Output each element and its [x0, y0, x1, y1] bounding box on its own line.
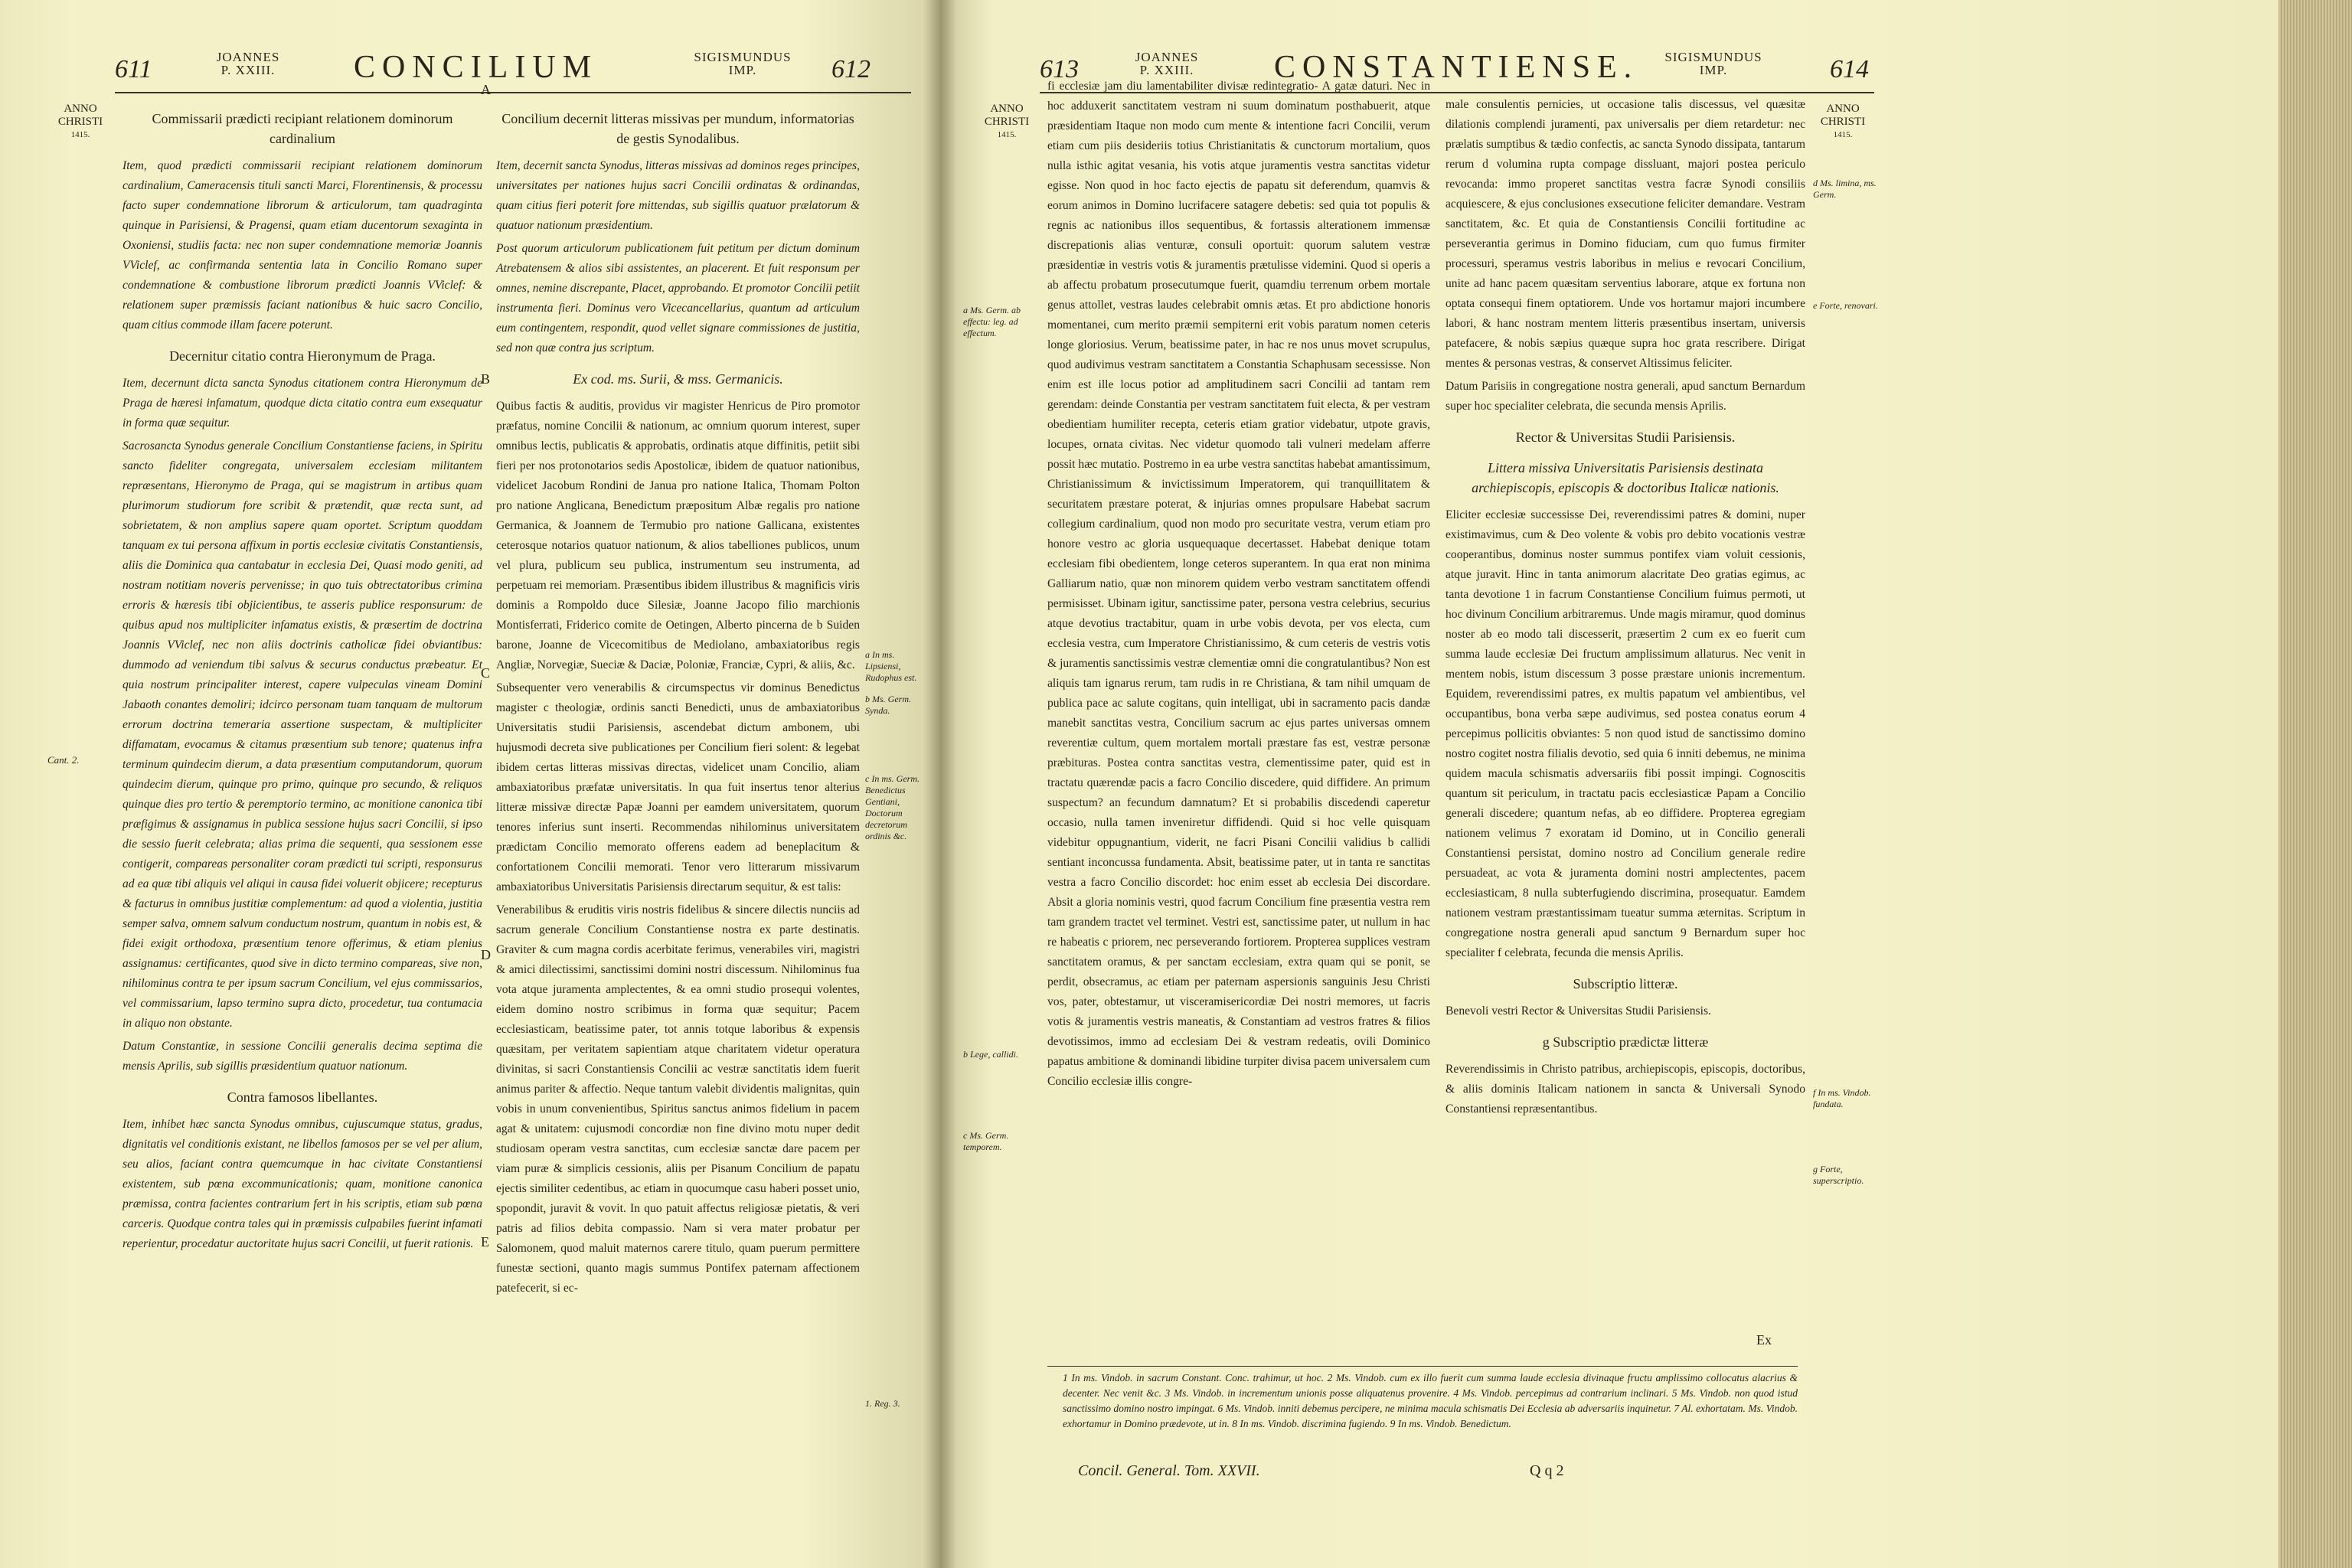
section-heading: g Subscriptio prædictæ litteræ: [1542, 1034, 1709, 1050]
left-header: [115, 49, 911, 95]
page-number: 611: [115, 55, 152, 83]
margin-note: a In ms. Lipsiensi, Rudophus est.: [865, 649, 917, 683]
running-title: CONCILIUM: [354, 50, 598, 85]
anno-label: ANNO CHRISTI: [984, 103, 1030, 128]
emperor-sub: IMP.: [728, 63, 757, 77]
section-heading: Rector & Universitas Studii Parisiensis.: [1515, 430, 1736, 445]
running-title: CONSTANTIENSE.: [1274, 50, 1639, 85]
header-rule: [115, 92, 911, 93]
left-column-1: [122, 98, 482, 1257]
paragraph: Item, inhibet hæc sancta Synodus omnibus, cujuscumque status, gradus, dignitatis vel conditionis existant, ne libellos famosos per se vel per alium, seu alios, faciant contra quemcumque in hac civitate Constantiensi existentem, sub pœna excommunicationis; quam, monitione canonica præmissa, contra facientes contrarium fert in his scriptis, etiam sub pœna carceris. Quodque contra tales qui in præmissis culpabiles fuerint infamati reperientur, procedatur auctoritate hujus sacri Concilii, ut fuerit rationis.: [122, 1118, 482, 1250]
page-number: 614: [1830, 55, 1869, 83]
margin-note: d Ms. limina, ms. Germ.: [1813, 178, 1877, 200]
anno-label: ANNO CHRISTI: [57, 103, 103, 128]
page-number: 613: [1040, 55, 1079, 83]
section-heading: Subscriptio litteræ.: [1573, 976, 1678, 991]
paragraph: Benevoli vestri Rector & Universitas Studii Parisiensis.: [1446, 1004, 1711, 1018]
book-gutter: [923, 0, 957, 1568]
section-mark-d: D: [481, 947, 491, 962]
section-mark-b: B: [481, 371, 491, 387]
paragraph: Post quorum articulorum publicationem fuit petitum per dictum dominum Atrebatensem & alios sibi assistentes, an placerent. Et fuit responsum per omnes, nemine discrepante, Placet, approbando. Et promotor Concilii petiit instrumenta fieri. Dominus vero Vicecancellarius, quantum ad articulum eum contingentem, respondit, quod vellet signare commissiones de justitia, sed non quæ contra jus scriptum.: [496, 242, 860, 354]
margin-note: a Ms. Germ. ab effectu: leg. ad effectum.: [963, 305, 1021, 338]
emperor-name: SIGISMUNDUS: [694, 50, 792, 64]
margin-note: c Ms. Germ. temporem.: [963, 1130, 1009, 1152]
section-mark-e: E: [481, 1234, 489, 1250]
section-heading: Concilium decernit litteras missivas per mundum, informatorias de gestis Synodalibus.: [501, 111, 854, 146]
pope-name: JOANNES: [216, 50, 280, 64]
emperor-heading: [681, 51, 804, 77]
margin-note: 1. Reg. 3.: [865, 1398, 900, 1409]
paragraph: fi ecclesiæ jam diu lamentabiliter divisæ redintegratio- A gatæ daturi. Nec in hoc adduxerit sanctitatem vestram ni suum dominatum posthabuerit, atque præsidentiam Itaque non modo cum mente & intentione facri Concilii, verum etiam cum piis desideriis totius Christianitatis & cunctorum mortalium, quos nulla isthic agitat vesania, his votis atque juramentis vestra sanctitas videtur egisse. Non quod in hoc facto ejectis de papatu sit deferendum, quamvis & eorum animos in Domino lucrifacere satagere debetis: sed quia tot populis & regnis ac nationibus illos sequentibus, & fortassis alterationem immensæ discrepationis alias venturæ, consuli oportuit: quorum salutem vestræ præsidentiæ in vestris votis & juramentis prætulisse videmini. Quod si operis a ab affectu probatum prosecutumque fuerit, quamdiu terrenum orbem mortale genus attollet, vestras laudes celebrabit omnis ætas. Et pro abdictione honoris momentanei, cum merito præmii sempiterni erit vobis paratum nomen ceteris longe gloriosius. Verum, beatissime pater, in hac re nos unus movet scrupulus, quod audivimus vestram sanctitatem a Constantia Schaphusam secessisse. Non enim est ille locus potior ad amplitudinem sacri Concilii ad tantam rem gerendam: deinde Constantia per vestram sanctitatem fuit electa, & per vestram obedientiam humiliter recepta, ceteris etiam gratior videbatur, utpote gravis, locupes, ornata civitas. Nec videtur quomodo tali vulneri medelam afferre possit hæc mutatio. Postremo in ea urbe vestra sanctitas habebat amantissimum, Christianissimum & invictissimum Imperatorem, qui tranquillitatem & securitatem præstare poterat, & injurias omnes propulsare Habebat sacrum collegium cardinalium, quod non modo pro securitate vestra, verum etiam pro honore vestro ac gloria usquequaque decertasset. Habebat denique totam ecclesiam fibi obedientem, longe ceteros superantem. In qua erat non minima Galliarum natio, quæ non minorem quidem verbo vestram sanctitatem offendi permisisset. Ubinam igitur, sanctissime pater, persona vestra celebrius, securius atque devotius tractabitur, quam in urbe vobis devota, per vos electa, cum ecclesia vestra, cum Imperatore Christianissimo, & cum ceteris de vestris votis & juramentis sanctissimis vestræ clementiæ omni die congratulantibus? Non est aliquis tam ignarus rerum, tam rudis in re Christiana, & tam nihil umquam de publica pace ac salute cogitans, quin intelligat, ubi in sacramento pacis dandæ manebit sanctitas vestra, Concilium sacrum ac ejus partes universas omnem reverentiæ cultum, quem mortalem mortali præstare fas est, vestræ personæ præbituras. Postea contra sanctitas vestra, clementissime pater, quid est in tractatu quærendæ pacis a facro Concilio discedere, quid diffidere. An primum suspectum? an fecundum damnatum? Et si probabilis discedendi caperetur occasio, nulla tamen inveniretur diffidendi. Quid si hoc velle quisquam videbitur oppugnantium, viderit, ne facri Pisani Concilii validius b callidi sentiant inconcussa fundamenta. Absit, beatissime pater, ut in tanta re sanctitas vestra a facro Concilio discordet: hoc enim esset ab ecclesia Dei discordare. Absit a gloria nominis vestri, quod facrum Concilium fine præsentia vestra rem tam grandem tractet vel terminet. Vestri est, sanctissime pater, ut nullum in hac re habeatis c priorem, nec perseverando fortiorem. Propterea supplices vestram sanctitatem oramus, & per sanctam ecclesiam, extra quam qui se ponit, se perdit, obsecramus, ac etiam per paternam aspersionis sanguinis Jesu Christi vos, pater, obtestamur, ut visceramisericordiæ Dei nostri memores, ut facris votis & juramentis vestris maneatis, & Constantiam ad vestros fratres & filios devotissimos, immo ad ecclesiam Dei & vestram redeatis, ovili Dominico papatus ambitione & dominandi libidine turpiter divisa pacem universalem cum Concilio ecclesiæ illis congre-: [1047, 80, 1430, 1088]
paragraph: Eliciter ecclesiæ successisse Dei, reverendissimi patres & domini, nuper existimavimus, cum & Deo volente & vobis pro debito vocationis vestræ cooperantibus, dominus noster summus pontifex viam voluit cessionis, atque juravit. Hinc in tanta animorum alacritate Deo gratias egimus, ac tanta devotione 1 in facrum Constantiense Concilium fuimus permoti, ut hoc divinum Concilium arbitraremus. Unde magis miramur, quod dominus noster ab eo modo tali discesserit, præsertim 2 cum ex eo fuerit cum summa laude ecclesiæ Dei fructum amplissimum allaturus. Nec venit in mentem nobis, istum discessum 3 posse præstare unionis incrementum. Equidem, reverendissimi patres, ex multis papatum vel ambientibus, vel occupantibus, bona verba sæpe audivimus, sed postea conatus eorum 4 percepimus pollicitis obviantes: 5 non quod istud de sanctissimo domino nostro cogitet nostra filialis devotio, sed quia 6 inniti debemus, ne minima quidem macula schismatis adversariis fibi possit impingi. Cognoscitis quantum sit periculum, in tractatu pacis ecclesiasticæ Papam a Concilio generali discedere; quantum nefas, ab eo diffidere. Propterea egregiam nationem velimus 7 exoratam id Domino, ut in Concilio generali Constantiensi persistat, domino nostro ad Concilium generale redire persuadeat, ac vota & juramenta domini nostri amplectentes, pacem ecclesiasticam, 8 nulla subterfugiendo discrimina, prosequatur. Eamdem nationem vestram præstantissimam tueatur summa æternitas. Scriptum in congregatione nostra generali apud sanctum 9 Bernardum super hoc specialiter f celebrata, fecunda die mensis Aprilis.: [1446, 508, 1805, 959]
emperor-name: SIGISMUNDUS: [1664, 50, 1762, 64]
anno-year: 1415.: [70, 130, 90, 139]
footnotes: 1 In ms. Vindob. in sacrum Constant. Conc. trahimur, ut hoc. 2 Ms. Vindob. cum ex illo fuerit cum summa laude ecclesia divinaque fructu amplissimo collocatus alacrius & decenter. Nec venit &c. 3 Ms. Vindob. in incrementum unionis posse aliquatenus provenire. 4 Ms. Vindob. percepimus ad contrarium inclinari. 5 Ms. Vindob. non quod istud sanctissimo domino nostro impingat. 6 Ms. Vindob. inniti debemus percipere, ne minima macula schismatis Dei Ecclesia ab adversariis inquinetur. 7 Al. exhortatam. Ms. Vindob. exhortamur in Domino prædevote, ut in. 8 In ms. Vindob. discrimina fugiendo. 9 In ms. Vindob. Benedictum.: [1063, 1372, 1798, 1429]
margin-note: e Forte, renovari.: [1813, 300, 1878, 311]
section-heading: Contra famosos libellantes.: [227, 1089, 378, 1105]
anno-christi-right: [1811, 103, 1874, 142]
pope-heading: [1113, 51, 1220, 77]
paragraph: Item, quod prædicti commissarii recipiant relationem dominorum cardinalium, Cameracensis tituli sancti Marci, Florentinensis, & processu facto super condemnatione librorum & articulorum, tam quadraginta quinque in Parisiensi, & Pragensi, quam etiam ducentorum sexaginta in Oxoniensi, studiis facta: nec non super condemnatione memoriæ Joannis VViclef, ac confirmanda sententia lata in Concilio Romano super condemnatione & combustione librorum prædicti Joannis VViclef: & relationem super præmissis faciant nationibus & huic sacro Concilio, quam citius commode illam facere poterunt.: [122, 159, 482, 332]
section-heading: Decernitur citatio contra Hieronymum de Praga.: [169, 348, 436, 364]
paragraph: male consulentis pernicies, ut occasione talis discessus, vel quæsitæ dilationis complendi juramenti, pax universalis per diem retardetur: nec prælatis sumptibus & tædio confectis, ac sancta Synodo dissipata, tantarum rerum d volumina rupta compage dissluant, majori postea periculo revocanda: immo properet sanctitas vestra facræ Synodi consiliis acquiescere, & ejus conclusiones exsecutione feliciter demandare. Vestram sanctitatem, &c. Et quia de Constantiensis Concilii fortitudine ac perseverantia gerimus in Domino fiduciam, cum quo fumus firmiter processuri, speramus vestris laboribus in melius e revocari Concilium, unite ad hanc pacem quæsitam serventius laborare, atque ex fortuna non optata consequi finem optatiorem. Unde vos hortamur majori incumbere labori, & hanc nostram mentem litteris præsentibus insertam, universis patefacere, & nobis sæpius quæque supra hoc grata rescribere. Dirigat mentes & personas vestras, & conservet Altissimus feliciter.: [1446, 98, 1805, 370]
right-page: [940, 0, 2278, 1568]
footnote-rule: [1047, 1366, 1798, 1367]
left-column-2: [496, 98, 860, 1302]
page-number: 612: [831, 55, 871, 83]
margin-note: b Lege, callidi.: [963, 1049, 1018, 1060]
paragraph: Subsequenter vero venerabilis & circumspectus vir dominus Benedictus magister c theologiæ, ordinis sancti Benedicti, unus de ambaxiatoribus Universitatis studii Parisiensis, ascendebat dictum ambonem, ubi hujusmodi decreta sive publicationes per Concilium fieri solent: & legebat ibidem certas litteras missivas directas, videlicet unam Concilio, aliam ambaxiatoribus præfatæ universitatis. In qua fuit insertus tenor alterius litteræ missivæ directæ Papæ Joanni per eamdem universitatem, quorum tenores inferius sunt inserti. Recommendas nihilominus universitatem prædictam Concilio memorato offerens eadem ad beneplacitum & confortationem Concilii memorati. Tenor vero litterarum missivarum ambaxiatoribus Universitatis Parisiensis directarum sequitur, & est talis:: [496, 681, 860, 893]
section-heading: Ex cod. ms. Surii, & mss. Germanicis.: [573, 371, 783, 387]
paragraph: Datum Constantiæ, in sessione Concilii generalis decima septima die mensis Aprilis, sub sigillis præsidentium quatuor nationum.: [122, 1040, 482, 1073]
emperor-heading: [1652, 51, 1775, 77]
catchword: Ex: [1756, 1332, 1772, 1348]
anno-christi-left: [975, 103, 1038, 142]
margin-cant: Cant. 2.: [47, 754, 80, 766]
paragraph: Reverendissimis in Christo patribus, archiepiscopis, episcopis, doctoribus, & aliis dominis Italicam nationem in sancta & Universali Synodo Constantiensi repræsentantibus.: [1446, 1063, 1805, 1116]
emperor-sub: IMP.: [1699, 63, 1728, 77]
section-heading: Littera missiva Universitatis Parisiensis destinata archiepiscopis, episcopis & doctoribus Italicæ nationis.: [1472, 460, 1779, 495]
pope-sub: P. XXIII.: [220, 63, 276, 77]
section-mark-c: C: [481, 665, 491, 681]
paragraph: Sacrosancta Synodus generale Concilium Constantiense faciens, in Spiritu sancto fideliter congregata, universalem ecclesiam militantem repræsentans, Hieronymo de Praga, qui se magistrum in artibus quam plurimorum studiorum fore scribit & prætendit, quæ recta sunt, ad sobrietatem, & non amplius sapere quam oportet. Scriptum quoddam tanquam ex tui persona affixum in portis ecclesiæ civitatis Constantiensis, aliis die Dominica qua cantabatur in ecclesia Dei, Quasi modo geniti, ad nostram notitiam noveris pervenisse; in quo tuis obtrectatoribus crimina erroris & hæresis tibi objicientibus, te asseris publice responsurum: de quibus apud nos multipliciter infamatus existis, & præsertim de doctrina Joannis VViclef, nec non aliis doctrinis catholicæ fidei obviantibus: dummodo ad veniendum tibi salvus & securus conductus præbeatur. Et quia nostrum principaliter interest, capere vulpeculas vineam Domini Jabaoth conantes demoliri; idcirco personam tuam tanquam de multorum errorum doctrina temeraria assertione suspectam, & multipliciter diffamatam, evocamus & citamus præsentium sub tenore; quatenus infra terminum quindecim dierum, a data præsentium computandorum, quorum quindecim dierum, quinque pro primo, quinque pro secundo, & reliquos quinque dies pro tertio & peremptorio termino, ac monitione canonica tibi præfigimus & assignamus in publica sessione hujus sacri Concilii, si ipso die sessio fuerit celebrata; alias prima die sequenti, qua sessionem esse contigerit, compareas personaliter coram prædicti tui scripti, responsurus ad ea quæ tibi aliquis vel aliqui in causa fidei voluerit objicere; recepturus & facturus in omnibus justitiæ complementum: ad quod a violentia, justitia semper salva, omnem salvum conductum nostrum, quantum in nobis est, & fidei exigit orthodoxa, præsentium tenore offerimus, & etiam plenius assignamus: certificantes, quod sive in dicto termino compareas, sive non, nihilominus contra te per ipsum sacrum Concilium, vel ejus commissarios, vel commissarium, lapso termino supra dicto, procedetur, tua contumacia in aliquo non obstante.: [122, 439, 482, 1030]
anno-label: ANNO CHRISTI: [1820, 103, 1866, 128]
paragraph: Venerabilibus & eruditis viris nostris fidelibus & sincere dilectis nunciis ad sacrum generale Concilium Constantiense nostra ex parte destinatis. Graviter & cum magna cordis acerbitate ferimus, venerabiles viri, magistri & amici dilectissimi, sanctissimi domini nostri discessum. Nihilominus fua vota atque juramenta amplectentes, & ea omni studio prosequi volentes, eidem domino nostro scribimus in forma quæ sequitur; Pacem ecclesiasticam, beatissime pater, tot annis totque laboribus & expensis quæsitam, per veritatem sapientiam atque charitatem videtur operatura divinitas, si sacri Constantiensis Concilii ac vestræ sanctitatis idem fuerit animus pariter & affectio. Neque tantum valebit dividentis malignitas, quin vobis in unum convenientibus, Spiritus sanctus animos fidelium in pacem agat & unitatem: cujusmodi concordiæ non fine divino motu nuper dedit studiosam operam vestra sanctitas, cum ecclesiæ sanctæ dare pacem per viam puræ & simplicis cessionis, aliis per Pisanum Concilium de papatu ejectis similiter cedentibus, ac etiam in quocumque casu haberi posset unio, spopondit, juravit & vovit. In quo patuit affectus religiosæ pietatis, & veri patris ad filios debita compassio. Nam si vera mater probatur per Salomonem, quod maluit maternos carere titulo, quam puerum permittere funestæ sectioni, quanto magis summus Pontifex paternam affectionem patefecerit, si ec-: [496, 903, 860, 1295]
paragraph: Item, decernunt dicta sancta Synodus citationem contra Hieronymum de Praga de hæresi infamatum, quodque dicta citatio contra eum exsequatur in forma quæ sequitur.: [122, 377, 482, 430]
anno-year: 1415.: [1833, 130, 1853, 139]
paragraph: Quibus factis & auditis, providus vir magister Henricus de Piro promotor præfatus, nomine Concilii & nationum, ac omnium quorum interest, super omnibus lectis, publicatis & approbatis, ordinatis atque diffinitis, petiit sibi fieri per nos protonotarios sedis Apostolicæ, ibidem de quatuor nationibus, videlicet Jacobum Rondini de Janua pro natione Italica, Thomam Polton pro natione Anglicana, Benedictum præpositum Albæ regalis pro natione Germanica, & Joannem de Termubio pro natione Gallicana, existentes ceterosque notarios quatuor nationum, & alios tabelliones publicos, unum vel plura, publicum seu publica, instrumentum seu instrumenta, ad perpetuam rei memoriam. Præsentibus ibidem illustribus & magnificis viris dominis a Rompoldo duce Silesiæ, Joanne Jacopo filio marchionis Montisferrati, Friderico comite de Oetingen, Alberto pincerna de b Suiden barone, Joanne de Vicecomitibus de Mediolano, ambaxiatoribus regis Angliæ, Norvegiæ, Sueciæ & Daciæ, Poloniæ, Franciæ, Cypri, & aliis, &c.: [496, 400, 860, 671]
margin-note: f In ms. Vindob. fundata.: [1813, 1087, 1871, 1109]
margin-note: c In ms. Germ. Benedictus Gentiani, Doctorum decretorum ordinis &c.: [865, 773, 920, 841]
left-page: [0, 0, 940, 1568]
pope-sub: P. XXIII.: [1139, 63, 1194, 77]
page-edges: [2278, 0, 2352, 1568]
anno-christi: [47, 103, 113, 142]
pope-heading: [194, 51, 302, 77]
section-heading: Commissarii prædicti recipiant relationem dominorum cardinalium: [152, 111, 453, 146]
paragraph: Datum Parisiis in congregatione nostra generali, apud sanctum Bernardum super hoc specialiter celebrata, die secunda mensis Aprilis.: [1446, 380, 1805, 413]
anno-year: 1415.: [997, 130, 1017, 139]
margin-note: b Ms. Germ. Synda.: [865, 694, 911, 716]
pope-name: JOANNES: [1135, 50, 1199, 64]
margin-note: g Forte, superscriptio.: [1813, 1164, 1864, 1186]
signature-line: Concil. General. Tom. XXVII.: [1078, 1462, 1260, 1479]
right-column-1: [1047, 77, 1430, 1095]
signature-mark: Q q 2: [1530, 1462, 1564, 1479]
section-mark-a: A: [481, 82, 491, 97]
right-column-2: [1446, 95, 1805, 1122]
paragraph: Item, decernit sancta Synodus, litteras missivas ad dominos reges principes, universitates per nationes hujus sacri Concilii ordinatas & ordinandas, quam citius fieri poterit fore mittendas, sub sigillis quatuor prælatorum & quatuor nationum præsidentium.: [496, 159, 860, 232]
